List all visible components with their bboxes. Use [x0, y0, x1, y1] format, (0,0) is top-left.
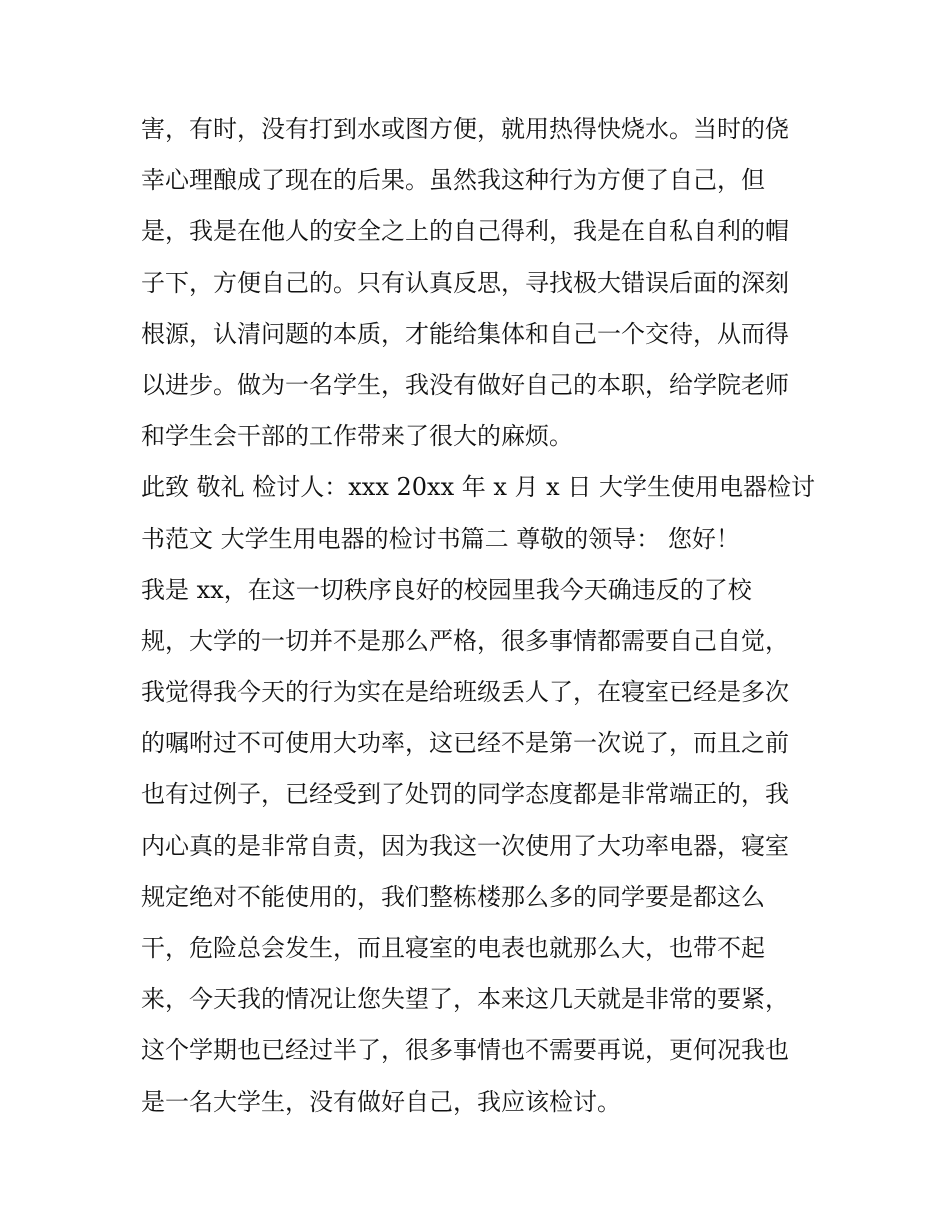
document-body — [141, 104, 821, 1128]
text-line: 是，我是在他人的安全之上的自己得利，我是在自私自利的帽 — [141, 217, 789, 246]
text-line: 规，大学的一切并不是那么严格，很多事情都需要自己自觉， — [141, 626, 789, 655]
text-line: 规定绝对不能使用的，我们整栋楼那么多的同学要是都这么 — [141, 882, 765, 911]
text-line: 和学生会干部的工作带来了很大的麻烦。 — [141, 422, 573, 451]
text-line: 此致 敬礼 检讨人：xxx 20xx 年 x 月 x 日 大学生使用电器检讨 — [141, 473, 815, 502]
text-line: 内心真的是非常自责，因为我这一次使用了大功率电器，寝室 — [141, 831, 789, 860]
text-line: 幸心理酿成了现在的后果。虽然我这种行为方便了自己，但 — [141, 166, 765, 195]
text-line: 害，有时，没有打到水或图方便，就用热得快烧水。当时的侥 — [141, 115, 789, 143]
text-line: 子下，方便自己的。只有认真反思，寻找极大错误后面的深刻 — [141, 268, 789, 297]
text-line: 我是 xx，在这一切秩序良好的校园里我今天确违反的了校 — [141, 575, 752, 604]
text-line: 以进步。做为一名学生，我没有做好自己的本职，给学院老师 — [141, 370, 789, 399]
text-line: 也有过例子，已经受到了处罚的同学态度都是非常端正的，我 — [141, 780, 789, 809]
text-line: 是一名大学生，没有做好自己，我应该检讨。 — [141, 1087, 621, 1116]
text-line: 根源，认清问题的本质，才能给集体和自己一个交待，从而得 — [141, 319, 789, 348]
text-line: 这个学期也已经过半了，很多事情也不需要再说，更何况我也 — [141, 1036, 789, 1065]
text-line: 我觉得我今天的行为实在是给班级丢人了，在寝室已经是多次 — [141, 678, 789, 707]
text-line: 书范文 大学生用电器的检讨书篇二 尊敬的领导： 您好！ — [141, 524, 740, 553]
text-line: 的嘱咐过不可使用大功率，这已经不是第一次说了，而且之前 — [141, 729, 789, 758]
text-line: 干，危险总会发生，而且寝室的电表也就那么大，也带不起 — [141, 934, 765, 962]
text-line: 来，今天我的情况让您失望了，本来这几天就是非常的要紧， — [141, 985, 789, 1014]
